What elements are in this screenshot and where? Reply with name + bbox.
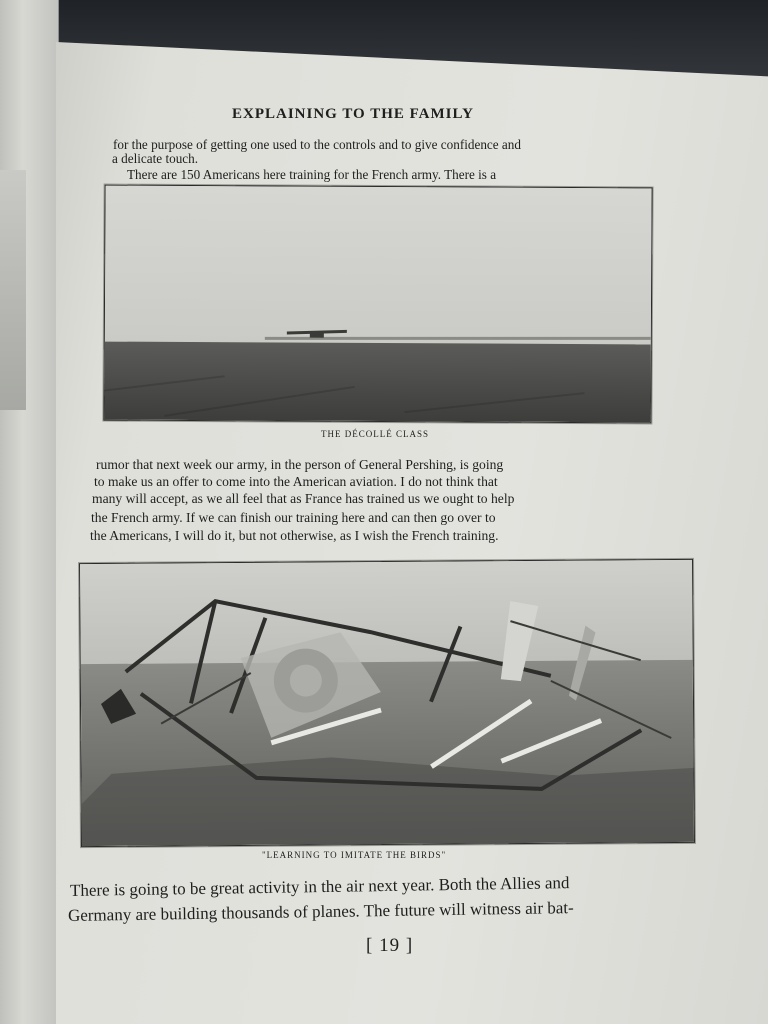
text-line: for the purpose of getting one used to the controls and to give confidence and	[113, 137, 521, 152]
facing-page-edge	[0, 0, 59, 1024]
facing-page-text-fragment	[2, 10, 32, 170]
crashed-plane-photo-image	[80, 560, 694, 846]
text-line: to make us an offer to come into the American aviation. I do not think that	[94, 474, 498, 489]
photo-caption: THE DÉCOLLÉ CLASS	[321, 429, 429, 439]
text-line: the Americans, I will do it, but not otherwise, as I wish the French training.	[90, 528, 499, 543]
text-line: There is going to be great activity in the air next year. Both the Allies and	[69, 873, 570, 900]
running-header: EXPLAINING TO THE FAMILY	[232, 106, 474, 122]
airfield-photo-image	[104, 186, 651, 423]
airfield-photo	[103, 185, 652, 424]
text-line: many will accept, as we all feel that as France has trained us we ought to help	[92, 491, 515, 506]
page-number: [ 19 ]	[366, 935, 414, 956]
text-line: a delicate touch.	[112, 151, 199, 166]
facing-page-photo-edge	[0, 170, 26, 410]
photo-caption: "LEARNING TO IMITATE THE BIRDS"	[262, 850, 447, 860]
text-line: the French army. If we can finish our training here and can then go over to	[91, 510, 496, 525]
text-line: Germany are building thousands of planes. The future will witness air bat-	[67, 898, 574, 925]
crashed-plane-photo	[79, 559, 695, 847]
text-line: rumor that next week our army, in the person of General Pershing, is going	[96, 457, 504, 472]
text-line: There are 150 Americans here training for the French army. There is a	[127, 167, 497, 182]
